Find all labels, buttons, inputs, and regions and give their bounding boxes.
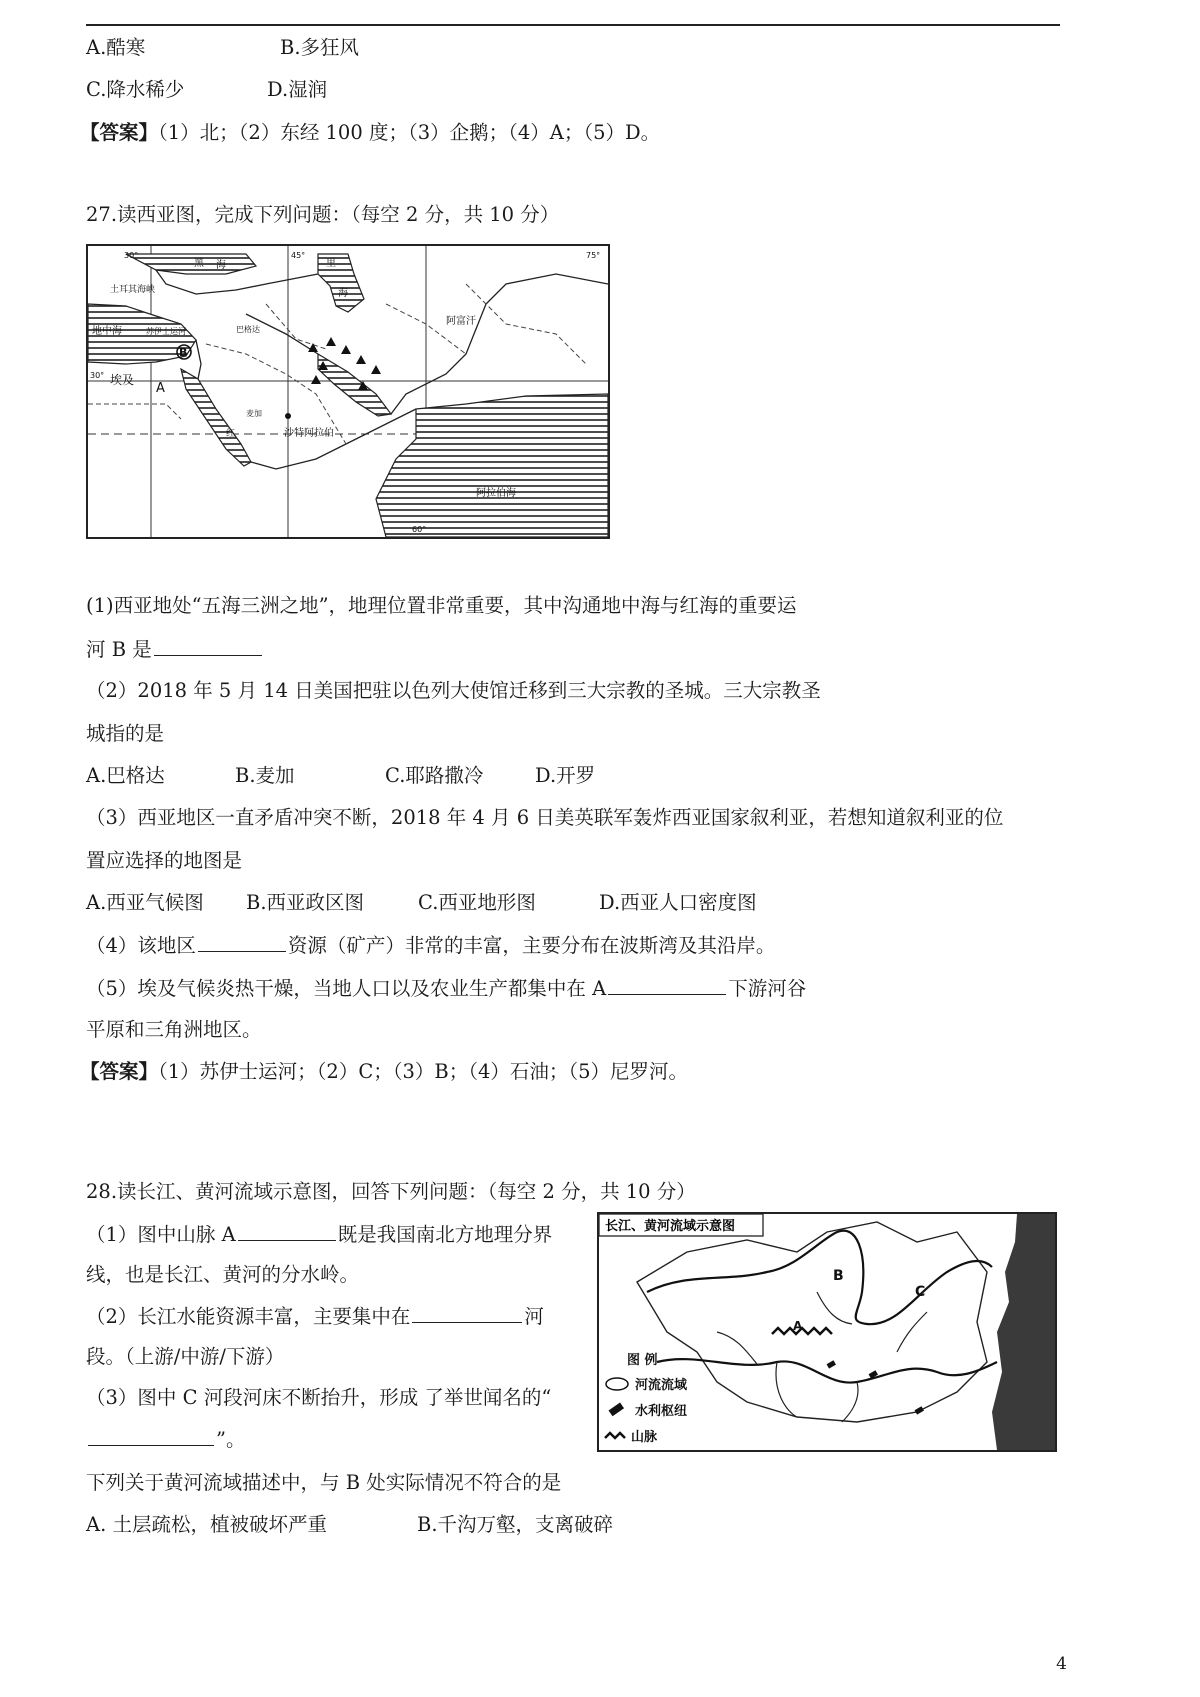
q27-part2-line1: （2）2018 年 5 月 14 日美国把驻以色列大使馆迁移到三大宗教的圣城。三大宗教圣 [86,679,821,702]
mecca-dot [285,413,291,419]
legend-title: 图 例 [627,1353,658,1368]
q27-part2-option-d: D.开罗 [535,764,596,787]
answer-blank[interactable] [154,637,262,656]
label-black-sea: 黑 [194,258,204,269]
label-saudi: 沙特阿拉伯 [284,428,334,439]
yangtze-yellow-river-map [597,1212,1057,1452]
q28-part1-post: 既是我国南北方地理分界 [337,1223,553,1246]
q28-part1-pre: （1）图中山脉 A [86,1223,236,1246]
q27-part5-pre: （5）埃及气候炎热干燥，当地人口以及农业生产都集中在 A [86,977,607,1000]
label-lon-45: 45° [291,251,306,260]
label-lon-75: 75° [586,251,601,260]
label-a: A [793,1319,803,1333]
q27-part2-option-c: C.耶路撒冷 [385,764,484,787]
answer-blank[interactable] [608,976,726,995]
q27-part5-post: 下游河谷 [728,977,807,1000]
q27-part4 [86,933,775,958]
label-egypt: 埃及 [110,373,135,387]
label-afghanistan: 阿富汗 [446,316,476,327]
answer-text: （1）北；（2）东经 100 度；（3）企鹅；（4）A；（5）D。 [158,121,661,144]
label-arabian-sea: 阿拉伯海 [476,488,516,499]
header-rule [86,24,1060,26]
label-lon-60: 60° [412,525,427,534]
label-mediterranean: 地中海 [92,326,122,337]
q28-part2-line2: 段。（上游/中游/下游） [86,1345,285,1368]
page-number: 4 [1056,1654,1067,1674]
answer-blank[interactable] [198,933,286,952]
q28-part3-line2 [86,1427,245,1452]
label-strait: 土耳其海峡 [110,285,156,295]
q27-part3-line2: 置应选择的地图是 [86,849,243,872]
q28-part4: 下列关于黄河流域描述中，与 B 处实际情况不符合的是 [86,1471,562,1494]
q27-part3-option-a: A.西亚气候图 [86,891,204,914]
west-asia-map-svg [86,244,610,539]
q27-part4-post: 资源（矿产）非常的丰富，主要分布在波斯湾及其沿岸。 [287,934,776,957]
answer-blank[interactable] [412,1304,522,1323]
label-baghdad: 巴格达 [236,325,260,334]
q27-part2-option-b: B.麦加 [235,764,295,787]
q27-part3-option-c: C.西亚地形图 [418,891,536,914]
q28-part2 [86,1304,544,1329]
q26-answer [80,121,660,145]
q27-part3-option-d: D.西亚人口密度图 [599,891,757,914]
q26-option-c: C.降水稀少 [86,78,185,101]
legend-dam: 水利枢纽 [635,1404,688,1419]
q27-intro: 27.读西亚图，完成下列问题：（每空 2 分，共 10 分） [86,203,560,226]
label-red-sea: 红 [226,429,236,439]
legend-mountain: 山脉 [631,1430,658,1445]
q27-part5-line2: 平原和三角洲地区。 [86,1018,262,1041]
label-canal: 苏伊士运河 [146,327,186,336]
q28-part2-post: 河 [524,1305,544,1328]
label-caspian: 里 [326,258,336,269]
q27-answer [80,1060,688,1084]
q28-part3-post: ”。 [216,1428,246,1451]
label-lon-30: 30° [124,251,139,260]
label-mecca: 麦加 [246,409,262,418]
q27-part5 [86,976,806,1001]
label-caspian-2: 海 [338,288,348,299]
q27-part2-line2: 城指的是 [86,722,165,745]
label-c: C [915,1284,926,1300]
q27-part1-line2 [86,637,264,662]
west-asia-map [86,244,610,539]
answer-blank[interactable] [238,1222,336,1241]
q26-option-a: A.酷寒 [86,36,146,59]
q26-option-d: D.湿润 [267,78,328,101]
yangtze-yellow-river-map-svg [597,1212,1057,1452]
q27-part3-line1: （3）西亚地区一直矛盾冲突不断，2018 年 4 月 6 日美英联军轰炸西亚国家叙利亚，若想知道叙利亚的位 [86,806,1004,829]
label-point-a: A [156,381,165,396]
q27-part3-option-b: B.西亚政区图 [246,891,365,914]
q28-part4-option-a: A. 土层疏松，植被破坏严重 [86,1513,327,1536]
q27-part1-line1: (1)西亚地处“五海三洲之地”，地理位置非常重要，其中沟通地中海与红海的重要运 [86,594,797,617]
answer-text: （1）苏伊士运河；（2）C；（3）B；（4）石油；（5）尼罗河。 [158,1060,689,1083]
label-point-b: B [179,346,188,359]
q27-part2-option-a: A.巴格达 [86,764,165,787]
q28-intro: 28.读长江、黄河流域示意图，回答下列问题：（每空 2 分，共 10 分） [86,1180,696,1203]
legend-basin: 河流流域 [635,1378,688,1393]
label-black-sea-2: 海 [216,260,226,271]
q27-part1-text: 河 B 是 [86,638,152,661]
answer-blank[interactable] [88,1427,214,1446]
q28-part1-line2: 线，也是长江、黄河的分水岭。 [86,1263,360,1286]
label-lat-30: 30° [90,371,105,380]
q28-part2-pre: （2）长江水能资源丰富，主要集中在 [86,1305,411,1328]
label-b: B [833,1268,844,1284]
q28-part1 [86,1222,552,1247]
q28-part3: （3）图中 C 河段河床不断抬升，形成 了举世闻名的“ [86,1386,552,1409]
q28-part4-option-b: B.千沟万壑，支离破碎 [417,1513,614,1536]
q27-part4-pre: （4）该地区 [86,934,196,957]
map-title: 长江、黄河流域示意图 [605,1219,736,1234]
answer-tag: 【答案】 [80,121,159,144]
answer-tag: 【答案】 [80,1060,159,1083]
q26-option-b: B.多狂风 [280,36,360,59]
